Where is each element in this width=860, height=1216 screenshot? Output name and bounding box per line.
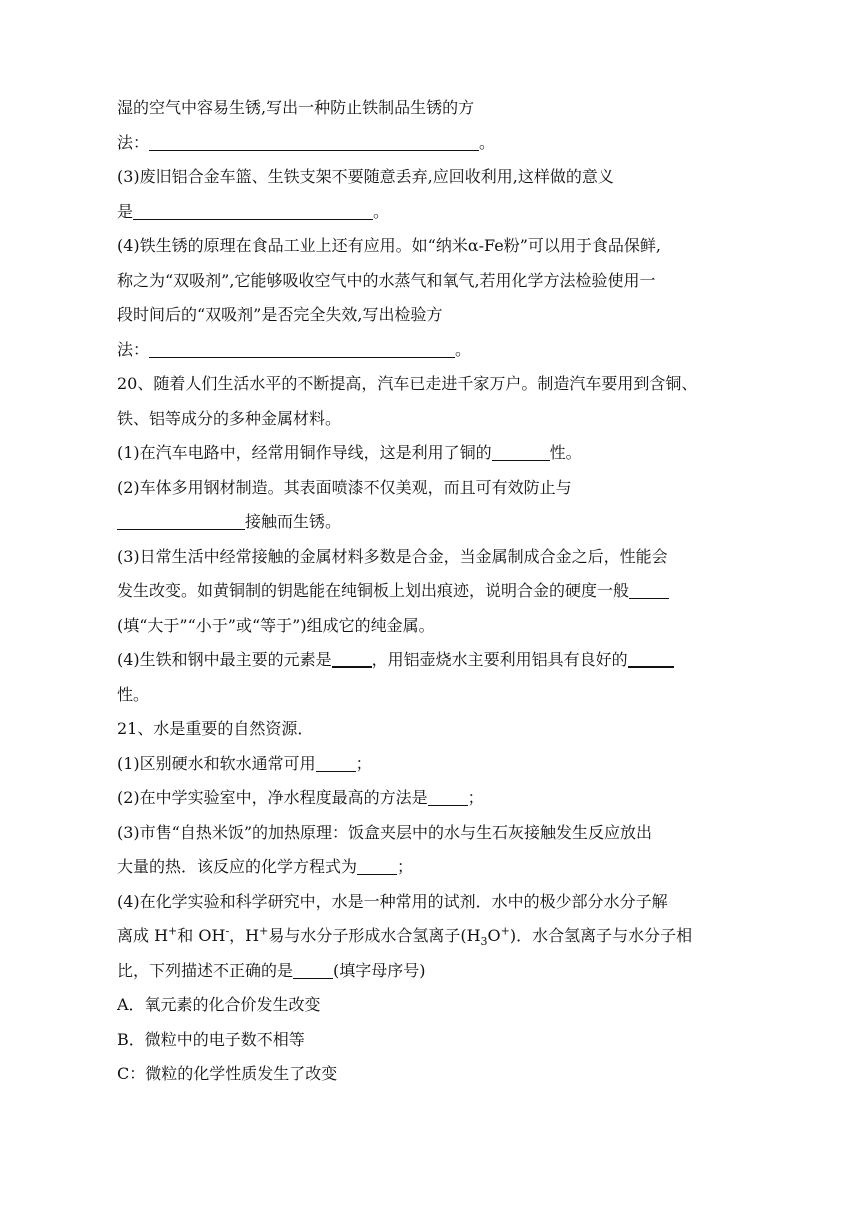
- answer-line: 法： 。: [117, 339, 472, 359]
- text-line: (3)市售“自热米饭”的加热原理：饭盒夹层中的水与生石灰接触发生反应放出: [117, 822, 653, 842]
- option-b: B．微粒中的电子数不相等: [117, 1029, 305, 1049]
- answer-blank[interactable]: [316, 755, 356, 772]
- text-line: 比，下列描述不正确的是 (填字母序号): [117, 960, 426, 980]
- question-title: 21、水是重要的自然资源．: [117, 719, 314, 738]
- text-line: (4)生铁和钢中最主要的元素是 ，用铝壶烧水主要利用铝具有良好的: [117, 650, 742, 670]
- text-line: (3)日常生活中经常接触的金属材料多数是合金，当金属制成合金之后，性能会: [117, 546, 668, 566]
- answer-blank[interactable]: [492, 444, 550, 461]
- text-line: (3)废旧铝合金车篮、生铁支架不要随意丢弃,应回收利用,这样做的意义: [117, 167, 614, 186]
- text-line: 湿的空气中容易生锈,写出一种防止铁制品生锈的方: [117, 98, 475, 117]
- answer-line: 法： 。: [117, 132, 496, 152]
- answer-line: 是 。: [117, 201, 390, 221]
- answer-line: 接触而生锈。: [117, 512, 742, 532]
- text-line: (1)区别硬水和软水通常可用 ；: [117, 753, 372, 773]
- text-line: (4)铁生锈的原理在食品工业上还有应用。如“纳米α-Fe粉”可以用于食品保鲜,: [117, 236, 662, 255]
- text-line: (2)在中学实验室中，净水程度最高的方法是 ；: [117, 788, 484, 807]
- answer-blank[interactable]: [357, 858, 397, 875]
- text-line: 称之为“双吸剂”,它能够吸收空气中的水蒸气和氧气,若用化学方法检验使用一: [117, 270, 656, 290]
- answer-blank[interactable]: [149, 341, 455, 358]
- text-line: 性。: [117, 684, 150, 704]
- text-line: (2)车体多用钢材制造。其表面喷漆不仅美观，而且可有效防止与: [117, 477, 572, 497]
- text-line: (1)在汽车电路中，经常用铜作导线，这是利用了铜的 性。: [117, 443, 582, 462]
- text-line: 发生改变。如黄铜制的钥匙能在纯铜板上划出痕迹，说明合金的硬度一般: [117, 581, 742, 601]
- answer-blank[interactable]: [332, 650, 372, 668]
- answer-blank[interactable]: [628, 650, 674, 668]
- answer-blank[interactable]: [149, 134, 479, 151]
- text-line: 段时间后的“双吸剂”是否完全失效,写出检验方: [117, 305, 443, 324]
- document-page: [117, 98, 742, 1099]
- answer-blank[interactable]: [428, 789, 468, 806]
- text-line: (填“大于”“小于”或“等于”)组成它的纯金属。: [117, 615, 435, 635]
- text-line: 离成 H+和 OH-，H+易与水分子形成水合氢离子$(H_3O^+)$．水合氢离子与水分子相: [117, 924, 693, 949]
- answer-blank[interactable]: [629, 582, 669, 599]
- answer-blank[interactable]: [293, 962, 333, 979]
- option-a: A．氧元素的化合价发生改变: [117, 995, 321, 1014]
- text-line: 大量的热．该反应的化学方程式为 ；: [117, 857, 414, 876]
- text-line: 铁、铝等成分的多种金属材料。: [117, 408, 342, 428]
- answer-blank[interactable]: [133, 203, 373, 220]
- option-c: C：微粒的化学性质发生了改变: [117, 1064, 338, 1083]
- question-title: 20、随着人们生活水平的不断提高，汽车已走进千家万户。制造汽车要用到含铜、: [117, 374, 698, 393]
- answer-blank[interactable]: [117, 513, 245, 530]
- text-line: (4)在化学实验和科学研究中，水是一种常用的试剂．水中的极少部分水分子解: [117, 891, 668, 911]
